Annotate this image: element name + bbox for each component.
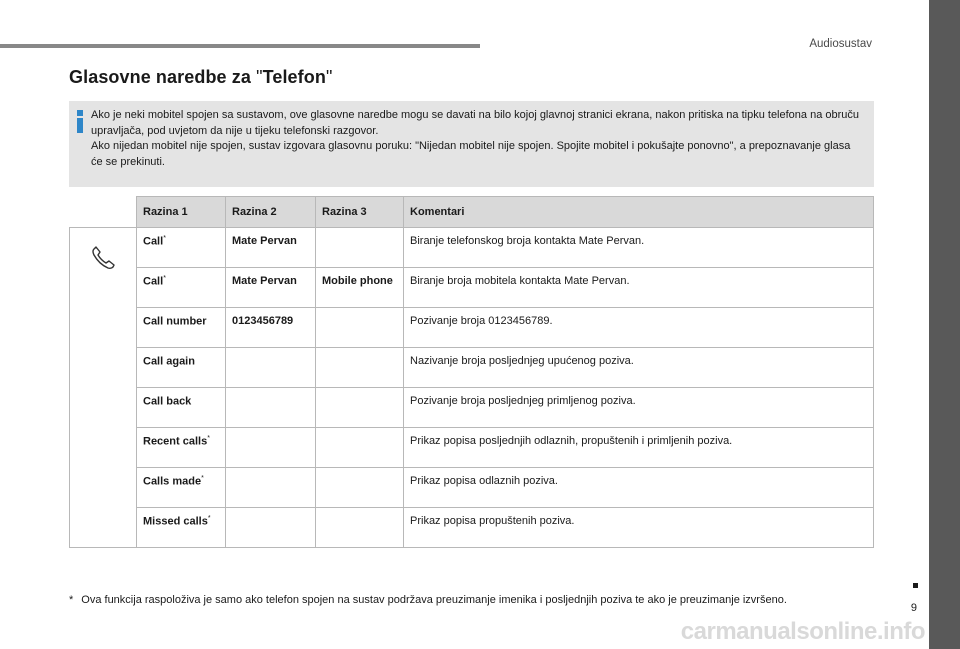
cell-level-2 <box>226 508 316 548</box>
table-row <box>70 308 874 348</box>
cell-level-2 <box>226 388 316 428</box>
table-row <box>70 228 874 268</box>
cell-comment: Nazivanje broja posljednjeg upućenog poziva. <box>404 348 874 388</box>
table-row <box>70 348 874 388</box>
cell-level-3 <box>316 348 404 388</box>
cell-level-1: Call* <box>137 268 226 308</box>
cell-level-3: Mobile phone <box>316 268 404 308</box>
footnote-star: * <box>69 594 74 606</box>
cell-comment: Prikaz popisa posljednjih odlaznih, propuštenih i primljenih poziva. <box>404 428 874 468</box>
cell-level-1: Calls made* <box>137 468 226 508</box>
info-box <box>69 101 874 187</box>
cell-level-1: Call again <box>137 348 226 388</box>
header-level-2: Razina 2 <box>226 197 316 228</box>
page-number: 9 <box>910 602 917 614</box>
phone-icon <box>88 242 118 272</box>
cell-level-1: Call number <box>137 308 226 348</box>
title-name: Telefon <box>262 67 326 87</box>
cell-comment: Pozivanje broja 0123456789. <box>404 308 874 348</box>
cell-level-2: Mate Pervan <box>226 268 316 308</box>
watermark: carmanualsonline.info <box>680 618 925 645</box>
cell-level-2 <box>226 468 316 508</box>
footnote-text: Ova funkcija raspoloživa je samo ako telefon spojen na sustav podržava preuzimanje imenika i posljednjih poziva te ako je preuzimanje izvršeno. <box>81 594 787 606</box>
cell-level-2: 0123456789 <box>226 308 316 348</box>
table-row <box>70 468 874 508</box>
title-prefix: Glasovne naredbe za <box>69 67 257 87</box>
cell-level-1: Call back <box>137 388 226 428</box>
table-header-row <box>70 197 874 228</box>
info-text-1: Ako je neki mobitel spojen sa sustavom, ove glasovne naredbe mogu se davati na bilo kojoj glavnoj stranici ekrana, nakon pritiska na tipku telefona na obruču upravljača, pod uvjetom da nije u tijeku telefonski razgovor. <box>91 109 860 137</box>
table-row <box>70 388 874 428</box>
info-text-2: Ako nijedan mobitel nije spojen, sustav izgovara glasovnu poruku: "Nijedan mobitel nije spojen. Spojite mobitel i pokušajte ponovno", a prepoznavanje glasa će se prekinuti. <box>91 140 851 168</box>
cell-comment: Biranje broja mobitela kontakta Mate Pervan. <box>404 268 874 308</box>
cell-level-3 <box>316 508 404 548</box>
cell-comment: Prikaz popisa odlaznih poziva. <box>404 468 874 508</box>
voice-commands-table <box>69 196 874 548</box>
title-quote-open: " <box>256 67 263 87</box>
page-title <box>69 67 332 88</box>
table-row <box>70 508 874 548</box>
cell-level-3 <box>316 468 404 508</box>
header-rule <box>0 44 480 48</box>
header-comments: Komentari <box>404 197 874 228</box>
cell-level-2 <box>226 428 316 468</box>
page-marker <box>913 583 918 588</box>
cell-level-1: Recent calls* <box>137 428 226 468</box>
cell-level-3 <box>316 308 404 348</box>
info-icon <box>76 110 84 133</box>
header-blank <box>70 197 137 228</box>
table-row <box>70 428 874 468</box>
cell-comment: Biranje telefonskog broja kontakta Mate Pervan. <box>404 228 874 268</box>
cell-level-2: Mate Pervan <box>226 228 316 268</box>
cell-level-2 <box>226 348 316 388</box>
cell-level-3 <box>316 428 404 468</box>
header-level-1: Razina 1 <box>137 197 226 228</box>
footnote <box>69 594 787 606</box>
cell-level-3 <box>316 228 404 268</box>
table-row <box>70 268 874 308</box>
section-name: Audiosustav <box>809 38 872 50</box>
phone-icon-cell <box>70 228 137 548</box>
cell-level-1: Call* <box>137 228 226 268</box>
side-bar <box>929 0 960 649</box>
cell-comment: Prikaz popisa propuštenih poziva. <box>404 508 874 548</box>
cell-level-3 <box>316 388 404 428</box>
cell-comment: Pozivanje broja posljednjeg primljenog poziva. <box>404 388 874 428</box>
header-level-3: Razina 3 <box>316 197 404 228</box>
cell-level-1: Missed calls* <box>137 508 226 548</box>
title-quote-close: " <box>325 67 333 87</box>
